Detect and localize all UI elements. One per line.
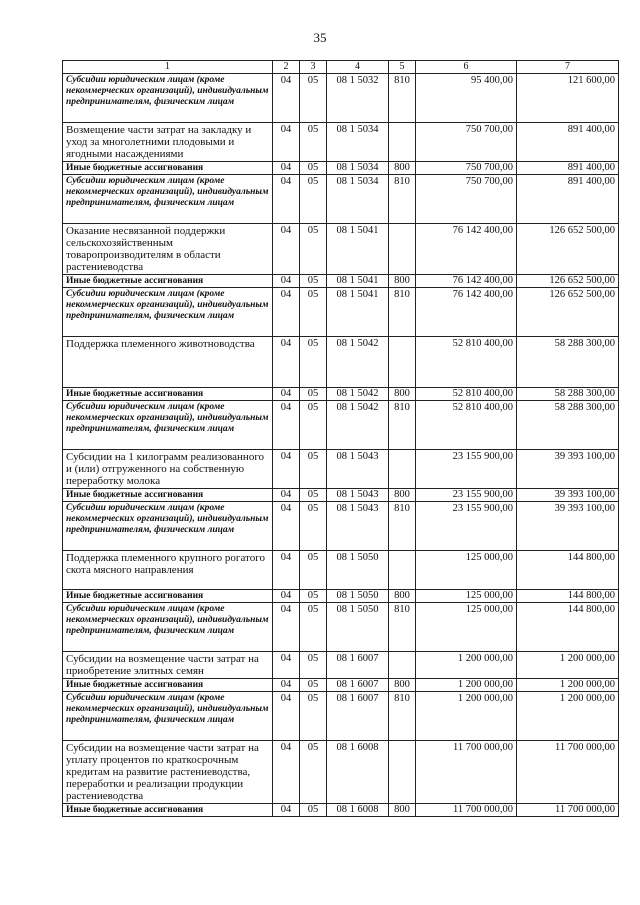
row-amount-year-1: 23 155 900,00 xyxy=(416,489,517,502)
row-target-article: 08 1 5043 xyxy=(327,489,389,502)
row-subsection: 05 xyxy=(300,551,327,590)
row-expense-type: 810 xyxy=(389,74,416,123)
row-expense-type xyxy=(389,551,416,590)
row-subsection: 05 xyxy=(300,288,327,337)
row-amount-year-2: 126 652 500,00 xyxy=(517,288,619,337)
row-section: 04 xyxy=(273,804,300,817)
table-row xyxy=(63,590,619,603)
column-header: 3 xyxy=(300,61,327,74)
row-amount-year-2: 144 800,00 xyxy=(517,603,619,652)
table-header-row xyxy=(63,61,619,74)
row-amount-year-2: 891 400,00 xyxy=(517,123,619,162)
row-subsection: 05 xyxy=(300,275,327,288)
row-expense-type: 810 xyxy=(389,288,416,337)
row-expense-type: 800 xyxy=(389,489,416,502)
row-amount-year-2: 121 600,00 xyxy=(517,74,619,123)
row-section: 04 xyxy=(273,551,300,590)
row-subsection: 05 xyxy=(300,804,327,817)
row-subsection: 05 xyxy=(300,590,327,603)
row-subsection: 05 xyxy=(300,502,327,551)
table-row xyxy=(63,551,619,590)
row-section: 04 xyxy=(273,590,300,603)
row-expense-type: 800 xyxy=(389,388,416,401)
row-subsection: 05 xyxy=(300,603,327,652)
column-header: 5 xyxy=(389,61,416,74)
row-subsection: 05 xyxy=(300,679,327,692)
row-target-article: 08 1 6008 xyxy=(327,741,389,804)
table-row xyxy=(63,162,619,175)
row-expense-type: 810 xyxy=(389,692,416,741)
row-expense-type: 800 xyxy=(389,590,416,603)
row-name: Субсидии юридическим лицам (кроме некоммерческих организаций), индивидуальным предпринимателям, физическим лицам xyxy=(63,692,273,741)
row-amount-year-1: 95 400,00 xyxy=(416,74,517,123)
row-target-article: 08 1 6008 xyxy=(327,804,389,817)
row-target-article: 08 1 5041 xyxy=(327,275,389,288)
row-name: Субсидии юридическим лицам (кроме некоммерческих организаций), индивидуальным предпринимателям, физическим лицам xyxy=(63,603,273,652)
column-header: 4 xyxy=(327,61,389,74)
row-section: 04 xyxy=(273,388,300,401)
row-section: 04 xyxy=(273,603,300,652)
row-target-article: 08 1 5043 xyxy=(327,450,389,489)
row-target-article: 08 1 5042 xyxy=(327,401,389,450)
row-amount-year-2: 58 288 300,00 xyxy=(517,401,619,450)
row-amount-year-1: 11 700 000,00 xyxy=(416,804,517,817)
row-name: Иные бюджетные ассигнования xyxy=(63,162,273,175)
table-row xyxy=(63,652,619,679)
row-target-article: 08 1 5041 xyxy=(327,288,389,337)
row-target-article: 08 1 5034 xyxy=(327,162,389,175)
row-section: 04 xyxy=(273,74,300,123)
row-amount-year-1: 125 000,00 xyxy=(416,590,517,603)
row-amount-year-2: 144 800,00 xyxy=(517,590,619,603)
row-subsection: 05 xyxy=(300,401,327,450)
row-amount-year-1: 125 000,00 xyxy=(416,603,517,652)
row-expense-type: 810 xyxy=(389,603,416,652)
row-name: Возмещение части затрат на закладку и уход за многолетними плодовыми и ягодными насаждениями xyxy=(63,123,273,162)
table-row xyxy=(63,804,619,817)
row-name: Иные бюджетные ассигнования xyxy=(63,275,273,288)
page-number: 35 xyxy=(313,30,327,45)
row-target-article: 08 1 5034 xyxy=(327,175,389,224)
row-subsection: 05 xyxy=(300,741,327,804)
row-amount-year-2: 126 652 500,00 xyxy=(517,275,619,288)
row-amount-year-1: 52 810 400,00 xyxy=(416,388,517,401)
row-amount-year-1: 52 810 400,00 xyxy=(416,401,517,450)
table-row xyxy=(63,175,619,224)
row-name: Субсидии на возмещение части затрат на приобретение элитных семян xyxy=(63,652,273,679)
row-amount-year-1: 11 700 000,00 xyxy=(416,741,517,804)
row-section: 04 xyxy=(273,489,300,502)
row-target-article: 08 1 5050 xyxy=(327,590,389,603)
row-expense-type xyxy=(389,652,416,679)
row-name: Иные бюджетные ассигнования xyxy=(63,804,273,817)
row-amount-year-2: 1 200 000,00 xyxy=(517,679,619,692)
row-amount-year-2: 39 393 100,00 xyxy=(517,502,619,551)
table-body xyxy=(63,74,619,817)
row-name: Иные бюджетные ассигнования xyxy=(63,590,273,603)
row-name: Субсидии юридическим лицам (кроме некоммерческих организаций), индивидуальным предпринимателям, физическим лицам xyxy=(63,175,273,224)
row-subsection: 05 xyxy=(300,489,327,502)
row-section: 04 xyxy=(273,162,300,175)
row-section: 04 xyxy=(273,401,300,450)
row-amount-year-2: 11 700 000,00 xyxy=(517,804,619,817)
row-expense-type xyxy=(389,741,416,804)
row-amount-year-1: 52 810 400,00 xyxy=(416,337,517,388)
column-header: 6 xyxy=(416,61,517,74)
column-header: 2 xyxy=(273,61,300,74)
row-subsection: 05 xyxy=(300,74,327,123)
column-header: 1 xyxy=(63,61,273,74)
row-expense-type: 800 xyxy=(389,679,416,692)
row-expense-type: 810 xyxy=(389,401,416,450)
row-expense-type xyxy=(389,337,416,388)
row-target-article: 08 1 5034 xyxy=(327,123,389,162)
row-section: 04 xyxy=(273,450,300,489)
row-name: Субсидии юридическим лицам (кроме некоммерческих организаций), индивидуальным предпринимателям, физическим лицам xyxy=(63,74,273,123)
row-target-article: 08 1 5032 xyxy=(327,74,389,123)
row-name: Иные бюджетные ассигнования xyxy=(63,388,273,401)
row-expense-type: 800 xyxy=(389,275,416,288)
row-subsection: 05 xyxy=(300,692,327,741)
table-row xyxy=(63,388,619,401)
row-amount-year-1: 76 142 400,00 xyxy=(416,288,517,337)
row-target-article: 08 1 6007 xyxy=(327,652,389,679)
row-subsection: 05 xyxy=(300,123,327,162)
row-amount-year-2: 126 652 500,00 xyxy=(517,224,619,275)
row-target-article: 08 1 5042 xyxy=(327,388,389,401)
row-amount-year-2: 11 700 000,00 xyxy=(517,741,619,804)
row-amount-year-2: 39 393 100,00 xyxy=(517,450,619,489)
row-expense-type: 800 xyxy=(389,162,416,175)
row-subsection: 05 xyxy=(300,175,327,224)
row-subsection: 05 xyxy=(300,652,327,679)
row-name: Субсидии юридическим лицам (кроме некоммерческих организаций), индивидуальным предпринимателям, физическим лицам xyxy=(63,502,273,551)
row-subsection: 05 xyxy=(300,450,327,489)
row-section: 04 xyxy=(273,502,300,551)
row-amount-year-1: 1 200 000,00 xyxy=(416,652,517,679)
row-amount-year-2: 144 800,00 xyxy=(517,551,619,590)
row-subsection: 05 xyxy=(300,224,327,275)
row-name: Иные бюджетные ассигнования xyxy=(63,679,273,692)
row-amount-year-2: 891 400,00 xyxy=(517,162,619,175)
table-row xyxy=(63,679,619,692)
row-amount-year-2: 1 200 000,00 xyxy=(517,692,619,741)
row-section: 04 xyxy=(273,275,300,288)
row-target-article: 08 1 5043 xyxy=(327,502,389,551)
row-section: 04 xyxy=(273,175,300,224)
row-amount-year-1: 750 700,00 xyxy=(416,162,517,175)
row-amount-year-1: 1 200 000,00 xyxy=(416,679,517,692)
row-amount-year-1: 125 000,00 xyxy=(416,551,517,590)
row-target-article: 08 1 5041 xyxy=(327,224,389,275)
row-amount-year-1: 23 155 900,00 xyxy=(416,450,517,489)
row-section: 04 xyxy=(273,224,300,275)
row-amount-year-1: 750 700,00 xyxy=(416,175,517,224)
row-section: 04 xyxy=(273,123,300,162)
budget-table xyxy=(62,60,619,817)
row-expense-type: 800 xyxy=(389,804,416,817)
row-target-article: 08 1 6007 xyxy=(327,692,389,741)
row-name: Иные бюджетные ассигнования xyxy=(63,489,273,502)
table-row xyxy=(63,603,619,652)
row-section: 04 xyxy=(273,692,300,741)
row-subsection: 05 xyxy=(300,388,327,401)
row-amount-year-2: 891 400,00 xyxy=(517,175,619,224)
row-section: 04 xyxy=(273,679,300,692)
table-row xyxy=(63,74,619,123)
row-amount-year-2: 1 200 000,00 xyxy=(517,652,619,679)
row-amount-year-1: 1 200 000,00 xyxy=(416,692,517,741)
row-name: Субсидии юридическим лицам (кроме некоммерческих организаций), индивидуальным предпринимателям, физическим лицам xyxy=(63,401,273,450)
table-row xyxy=(63,692,619,741)
row-target-article: 08 1 6007 xyxy=(327,679,389,692)
row-expense-type xyxy=(389,123,416,162)
table-row xyxy=(63,123,619,162)
row-name: Поддержка племенного крупного рогатого скота мясного направления xyxy=(63,551,273,590)
row-name: Оказание несвязанной поддержки сельскохозяйственным товаропроизводителям в области растениеводства xyxy=(63,224,273,275)
row-name: Субсидии на возмещение части затрат на уплату процентов по краткосрочным кредитам на развитие растениеводства, переработки и реализации продукции растениеводства xyxy=(63,741,273,804)
table-row xyxy=(63,741,619,804)
table-row xyxy=(63,401,619,450)
row-target-article: 08 1 5050 xyxy=(327,551,389,590)
row-target-article: 08 1 5042 xyxy=(327,337,389,388)
row-expense-type xyxy=(389,450,416,489)
table-row xyxy=(63,288,619,337)
row-amount-year-2: 39 393 100,00 xyxy=(517,489,619,502)
row-name: Поддержка племенного животноводства xyxy=(63,337,273,388)
row-amount-year-1: 23 155 900,00 xyxy=(416,502,517,551)
row-amount-year-2: 58 288 300,00 xyxy=(517,388,619,401)
row-expense-type: 810 xyxy=(389,502,416,551)
row-expense-type: 810 xyxy=(389,175,416,224)
table-row xyxy=(63,450,619,489)
row-section: 04 xyxy=(273,288,300,337)
row-amount-year-2: 58 288 300,00 xyxy=(517,337,619,388)
table-row xyxy=(63,489,619,502)
row-section: 04 xyxy=(273,652,300,679)
table-row xyxy=(63,502,619,551)
table-row xyxy=(63,337,619,388)
row-expense-type xyxy=(389,224,416,275)
row-subsection: 05 xyxy=(300,337,327,388)
row-amount-year-1: 76 142 400,00 xyxy=(416,224,517,275)
table-row xyxy=(63,224,619,275)
row-name: Субсидии юридическим лицам (кроме некоммерческих организаций), индивидуальным предпринимателям, физическим лицам xyxy=(63,288,273,337)
row-subsection: 05 xyxy=(300,162,327,175)
row-target-article: 08 1 5050 xyxy=(327,603,389,652)
row-name: Субсидии на 1 килограмм реализованного и (или) отгруженного на собственную переработку молока xyxy=(63,450,273,489)
row-amount-year-1: 750 700,00 xyxy=(416,123,517,162)
row-section: 04 xyxy=(273,337,300,388)
row-section: 04 xyxy=(273,741,300,804)
row-amount-year-1: 76 142 400,00 xyxy=(416,275,517,288)
column-header: 7 xyxy=(517,61,619,74)
table-row xyxy=(63,275,619,288)
